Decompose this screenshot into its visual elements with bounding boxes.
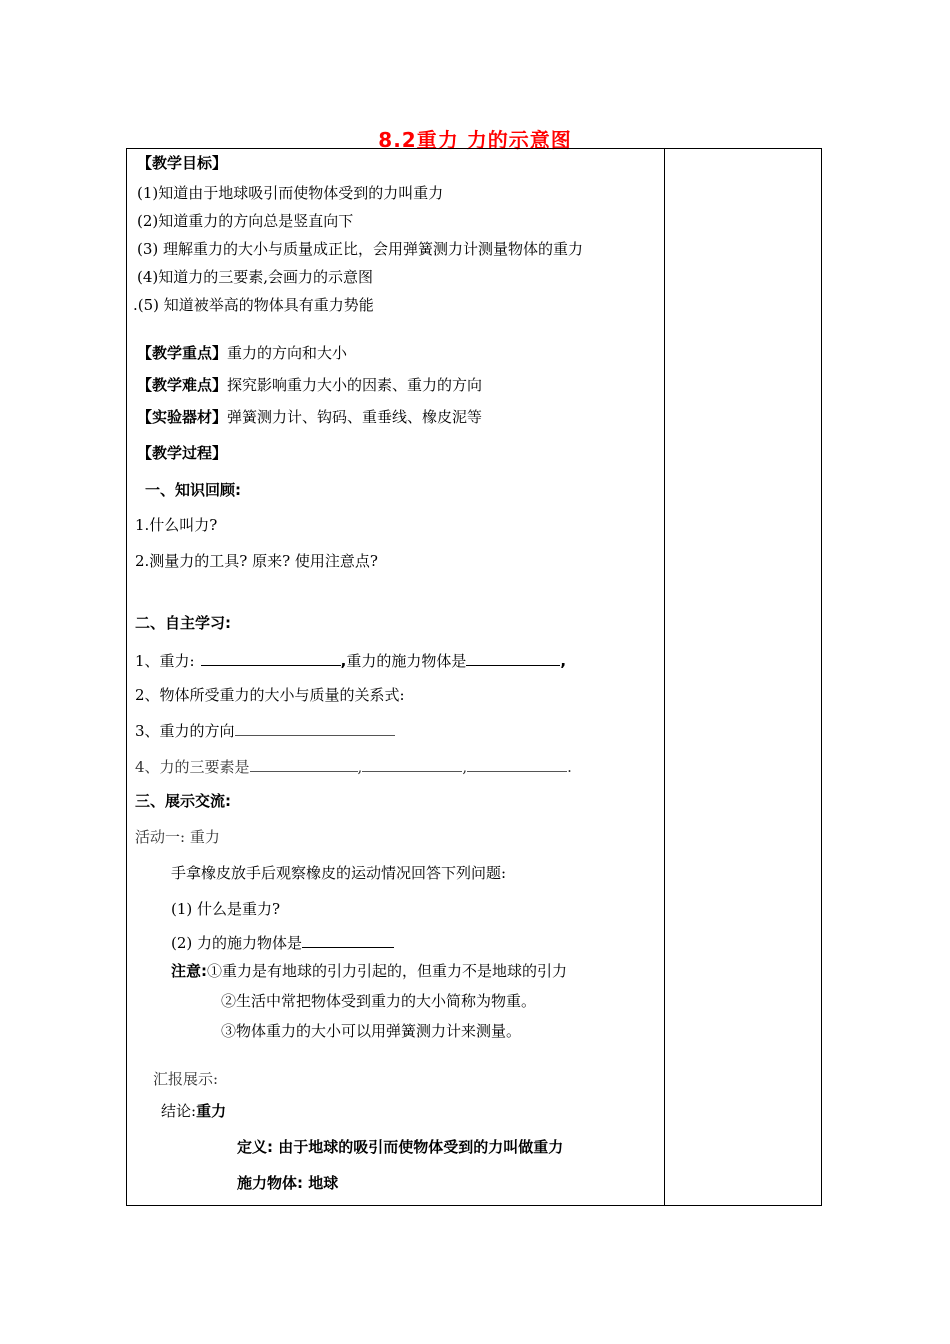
- key-point-text: 重力的方向和大小: [227, 344, 348, 362]
- answer-blank[interactable]: [201, 649, 341, 666]
- study-item-4-label: 4、力的三要素是: [135, 758, 250, 776]
- note-3: ③物体重力的大小可以用弹簧测力计来测量。: [221, 1022, 522, 1040]
- activity-question-text: (2) 力的施力物体是: [171, 934, 303, 952]
- equipment-text: 弹簧测力计、钩码、重垂线、橡皮泥等: [227, 408, 483, 426]
- study-item-1-label: 1、重力:: [135, 652, 195, 670]
- key-point-label: 【教学重点】: [137, 344, 228, 362]
- key-point: [137, 343, 347, 363]
- answer-blank[interactable]: [250, 755, 358, 772]
- study-item-2: 2、物体所受重力的大小与质量的关系式:: [135, 686, 405, 704]
- conclusion: [161, 1101, 226, 1121]
- note-label: 注意:: [171, 962, 207, 980]
- note-text: ①重力是有地球的引力引起的，但重力不是地球的引力: [207, 962, 568, 980]
- section3-heading: 三、展示交流:: [135, 792, 231, 810]
- answer-blank[interactable]: [235, 719, 395, 736]
- difficulty: [137, 375, 482, 395]
- answer-blank[interactable]: [466, 649, 560, 666]
- activity-question-2: [171, 931, 394, 953]
- answer-blank[interactable]: [362, 755, 462, 772]
- note-2: ②生活中常把物体受到重力的大小简称为物重。: [221, 992, 537, 1010]
- activity-title: 活动一: 重力: [135, 828, 220, 846]
- objectives-heading: 【教学目标】: [137, 154, 228, 172]
- difficulty-label: 【教学难点】: [137, 376, 228, 394]
- comma: ,: [462, 758, 468, 776]
- study-item-1-text: 重力的施力物体是: [346, 652, 467, 670]
- difficulty-text: 探究影响重力大小的因素、重力的方向: [227, 376, 483, 394]
- period: .: [567, 758, 572, 776]
- study-item-3: [135, 719, 395, 741]
- section2-heading: 二、自主学习:: [135, 614, 231, 632]
- comma: ,: [340, 652, 347, 670]
- objective-item: (2)知道重力的方向总是竖直向下: [137, 212, 354, 230]
- note-1: [171, 961, 567, 981]
- objective-item: (4)知道力的三要素,会画力的示意图: [137, 268, 374, 286]
- objective-item: (1)知道由于地球吸引而使物体受到的力叫重力: [137, 184, 444, 202]
- study-item-3-label: 3、重力的方向: [135, 722, 235, 740]
- gravity-source: 施力物体: 地球: [237, 1174, 339, 1192]
- activity-instruction: 手拿橡皮放手后观察橡皮的运动情况回答下列问题:: [171, 864, 507, 882]
- objective-item: (3) 理解重力的大小与质量成正比，会用弹簧测力计测量物体的重力: [137, 240, 584, 258]
- comma: ,: [357, 758, 363, 776]
- equipment-label: 【实验器材】: [137, 408, 228, 426]
- section1-heading: 一、知识回顾:: [145, 481, 241, 499]
- study-item-4: [135, 755, 572, 777]
- report-label: 汇报展示:: [153, 1070, 219, 1088]
- answer-blank[interactable]: [302, 931, 394, 948]
- column-divider: [664, 149, 665, 1205]
- equipment: [137, 407, 482, 427]
- study-item-1: [135, 649, 566, 671]
- answer-blank[interactable]: [467, 755, 567, 772]
- conclusion-label: 结论:: [161, 1102, 197, 1120]
- process-heading: 【教学过程】: [137, 444, 228, 462]
- review-question: 2.测量力的工具? 原来? 使用注意点?: [135, 552, 378, 570]
- gravity-definition: 定义: 由于地球的吸引而使物体受到的力叫做重力: [237, 1138, 564, 1156]
- comma: ,: [560, 652, 567, 670]
- review-question: 1.什么叫力?: [135, 516, 218, 534]
- page-title: 8.2重力 力的示意图: [378, 128, 572, 152]
- conclusion-title: 重力: [196, 1102, 227, 1120]
- activity-question: (1) 什么是重力?: [171, 900, 281, 918]
- objective-item: .(5) 知道被举高的物体具有重力势能: [133, 296, 374, 314]
- lesson-table: [126, 148, 822, 1206]
